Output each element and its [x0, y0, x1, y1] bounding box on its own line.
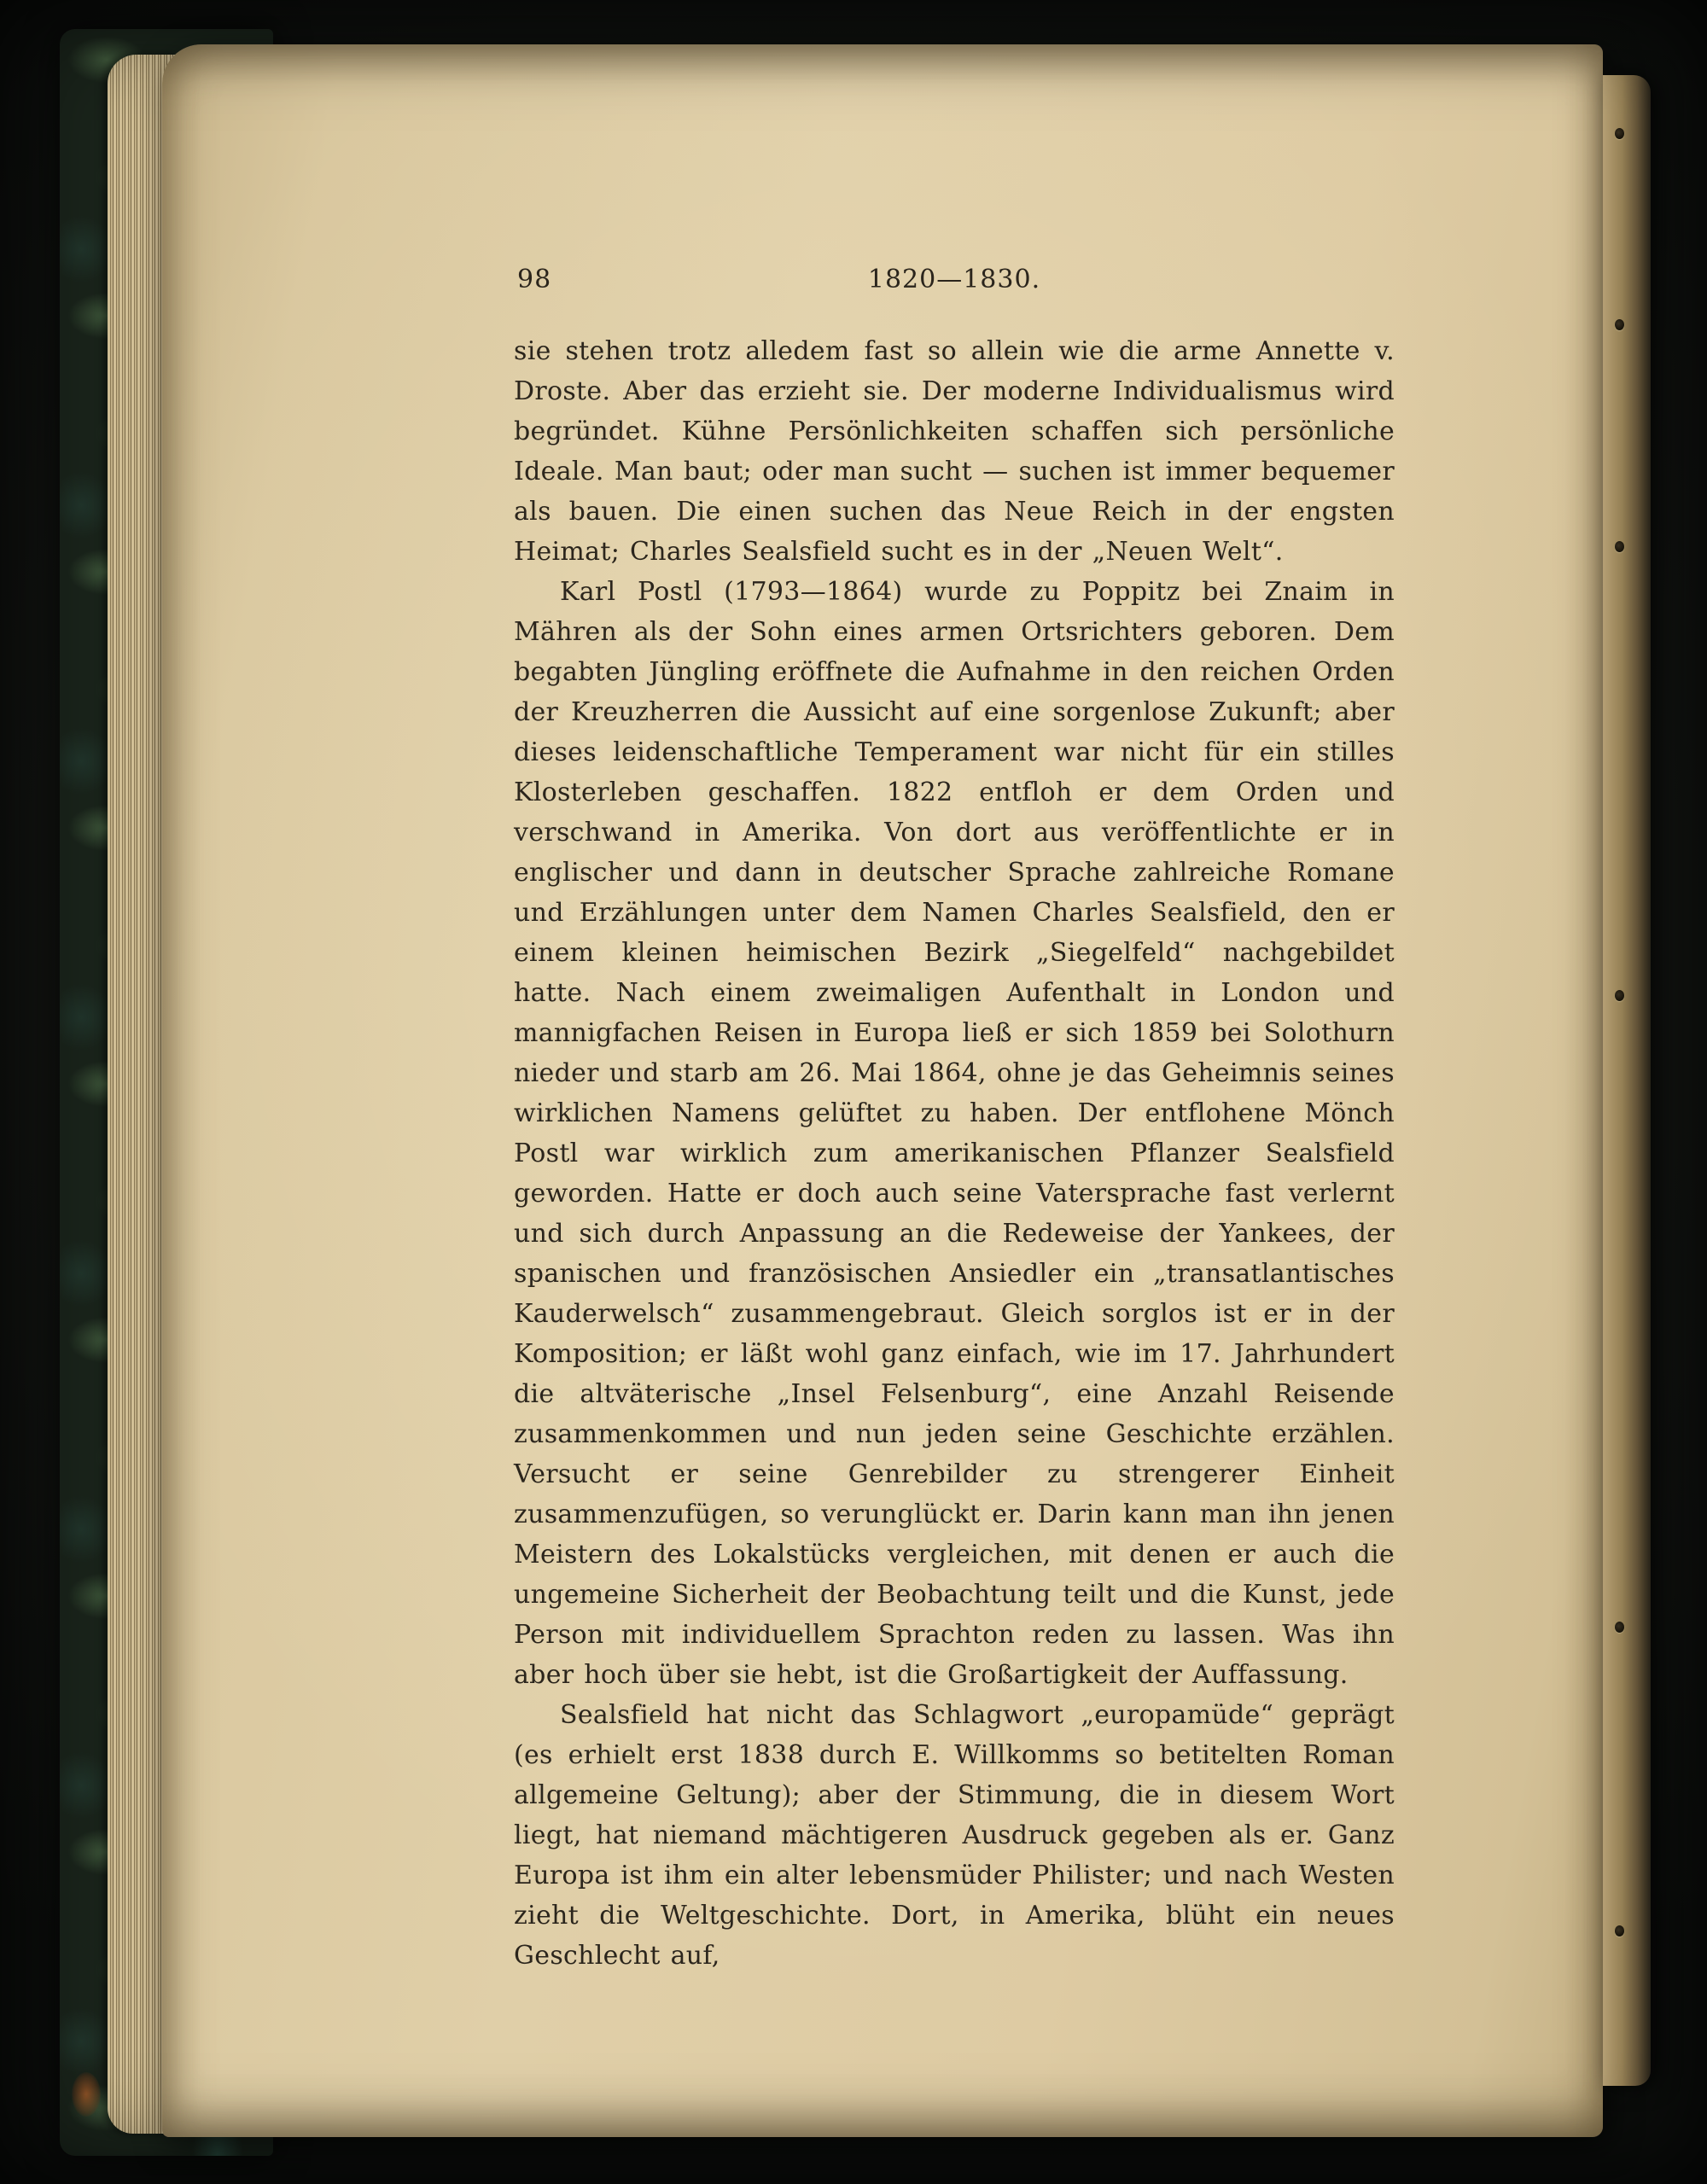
stitch-hole [1615, 541, 1624, 552]
stitch-hole [1615, 1925, 1624, 1936]
page-number: 98 [517, 265, 552, 294]
cover-wear-spot [72, 2072, 101, 2117]
next-page-edge [1603, 75, 1651, 2086]
stitch-hole [1615, 319, 1624, 330]
paragraph-karl-postl: Karl Postl (1793—1864) wurde zu Poppitz bei Znaim in Mähren als der Sohn eines armen Ortsrichters geboren. Dem begabten Jüngling eröffnete die Aufnahme in den reichen Orden der Kreuzherren die Aussicht auf eine sorgenlose Zukunft; aber dieses leidenschaftliche Temperament war nicht für ein stilles Klosterleben geschaffen. 1822 entfloh er dem Orden und verschwand in Amerika. Von dort aus veröffentlichte er in englischer und dann in deutscher Sprache zahlreiche Romane und Erzählungen unter dem Namen Charles Sealsfield, den er einem kleinen heimischen Bezirk „Siegelfeld“ nachgebildet hatte. Nach einem zweimaligen Aufenthalt in London und mannigfachen Reisen in Europa ließ er sich 1859 bei Solothurn nieder und starb am 26. Mai 1864, ohne je das Geheimnis seines wirklichen Namens gelüftet zu haben. Der entflohene Mönch Postl war wirklich zum amerikanischen Pflanzer Sealsfield geworden. Hatte er doch auch seine Vatersprache fast verlernt und sich durch Anpassung an die Redeweise der Yankees, der spanischen und französischen Ansiedler ein „transatlantisches Kauderwelsch“ zusammengebraut. Gleich sorglos ist er in der Komposition; er läßt wohl ganz einfach, wie im 17. Jahrhundert die altväterische „Insel Felsenburg“, eine Anzahl Reisende zusammenkommen und nun jeden seine Geschichte erzählen. Versucht er seine Genrebilder zu strengerer Einheit zusammenzufügen, so verunglückt er. Darin kann man ihn jenen Meistern des Lokalstücks vergleichen, mit denen er auch die ungemeine Sicherheit der Beobachtung teilt und die Kunst, jede Person mit individuellem Sprachton reden zu lassen. Was ihn aber hoch über sie hebt, ist die Großartigkeit der Auffassung. [514, 577, 1395, 1690]
stitch-hole [1615, 1622, 1624, 1633]
page-content [514, 265, 1395, 1976]
stitch-hole [1615, 128, 1624, 139]
paragraph-continuation: sie stehen trotz alledem fast so allein wie die arme Annette v. Droste. Aber das erzieht sie. Der moderne Individualismus wird begründet. Kühne Persönlichkeiten schaffen sich persönliche Ideale. Man baut; oder man sucht — suchen ist immer bequemer als bauen. Die einen suchen das Neue Reich in der engsten Heimat; Charles Sealsfield sucht es in der „Neuen Welt“. [514, 336, 1395, 567]
paragraph-europamuede: Sealsfield hat nicht das Schlagwort „europamüde“ geprägt (es erhielt erst 1838 durch E. Willkomms so betitelten Roman allgemeine Geltung); aber der Stimmung, die in diesem Wort liegt, hat niemand mächtigeren Ausdruck gegeben als er. Ganz Europa ist ihm ein alter lebensmüder Philister; und nach Westen zieht die Weltgeschichte. Dort, in Amerika, blüht ein neues Geschlecht auf, [514, 1700, 1395, 1971]
running-header: 1820—1830. [867, 265, 1041, 294]
stitch-hole [1615, 990, 1624, 1001]
book-page [162, 44, 1603, 2137]
body-text [514, 331, 1395, 1976]
page-header [514, 265, 1395, 302]
